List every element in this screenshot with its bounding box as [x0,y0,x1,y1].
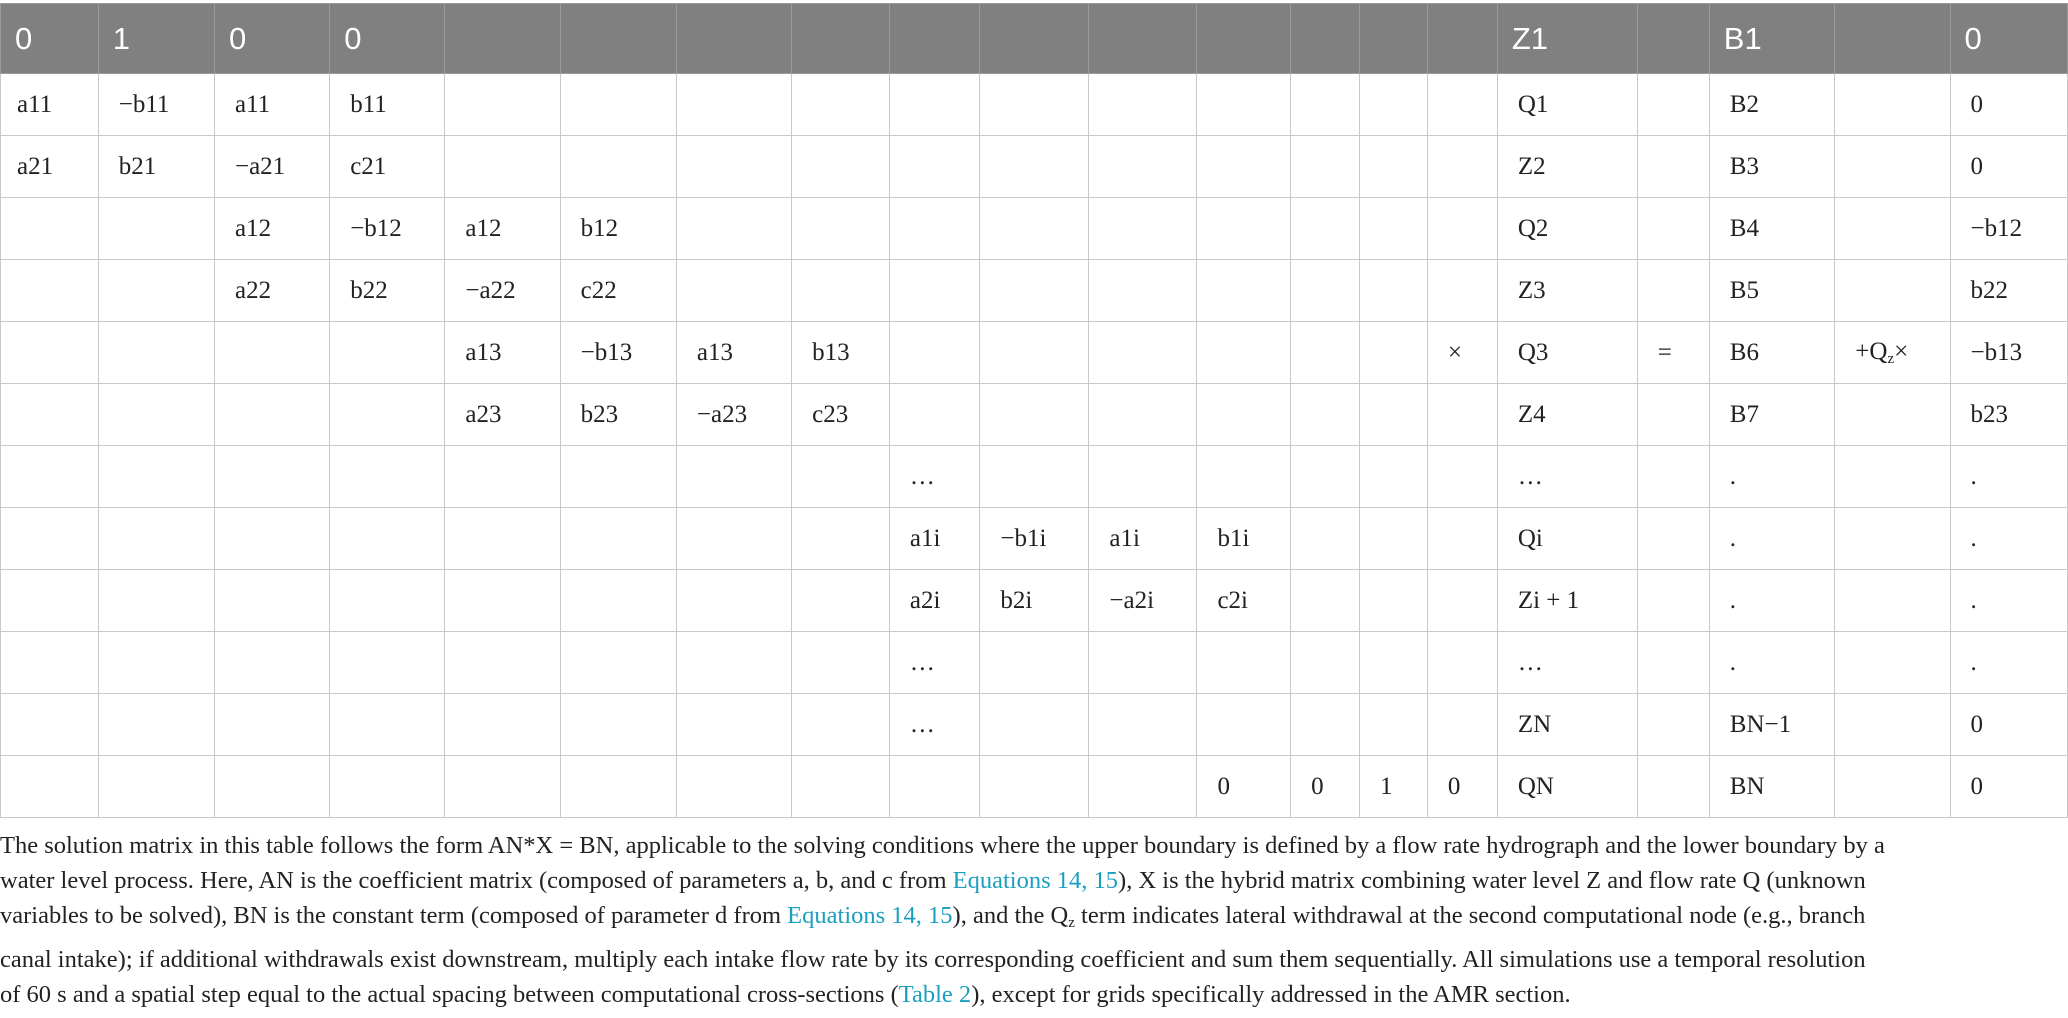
table-cell [1089,260,1197,322]
table-cell [1291,632,1360,694]
table-cell [1360,260,1428,322]
header-cell [792,4,890,74]
table-cell: B5 [1709,260,1835,322]
table-cell [889,384,980,446]
table-cell [1291,74,1360,136]
table-cell [1360,198,1428,260]
table-cell [1,260,99,322]
header-cell: 0 [1,4,99,74]
table-cell [1835,384,1950,446]
table-cell: a1i [889,508,980,570]
table-header-row [1,4,2068,74]
table-cell: . [1709,632,1835,694]
table-cell: −b12 [330,198,445,260]
table-cell: ZN [1497,694,1637,756]
table-cell: Q2 [1497,198,1637,260]
header-cell [445,4,560,74]
table-cell: 0 [1197,756,1291,818]
table-cell [214,694,329,756]
table-cell [1291,322,1360,384]
header-cell [1637,4,1709,74]
table-cell [792,198,890,260]
equations-link[interactable]: Equations 14, 15 [787,902,953,930]
table-cell: B7 [1709,384,1835,446]
table-cell: 0 [1291,756,1360,818]
table-cell: B6 [1709,322,1835,384]
table-cell [330,694,445,756]
table-cell [792,632,890,694]
table-cell [1291,260,1360,322]
table-cell [889,198,980,260]
table-cell [214,322,329,384]
table-cell [214,508,329,570]
table-cell [676,446,791,508]
table-cell [560,136,676,198]
table-cell: Q3 [1497,322,1637,384]
table-cell [1835,446,1950,508]
table-cell: −a22 [445,260,560,322]
table-cell [1427,74,1497,136]
table-cell [1197,74,1291,136]
table-cell [1089,632,1197,694]
table-cell [1427,508,1497,570]
table-cell [1197,198,1291,260]
table-cell [1835,260,1950,322]
table-cell: . [1950,570,2067,632]
table-row [1,570,2068,632]
table-cell: a12 [445,198,560,260]
table-cell [1,384,99,446]
table-cell [980,756,1089,818]
table-cell [980,136,1089,198]
table-cell [980,260,1089,322]
table-cell [98,570,214,632]
table-body [1,74,2068,818]
footnote-text: ), X is the hybrid matrix combining water level Z and flow rate Q (unknown [1118,867,1866,895]
table-cell [1637,508,1709,570]
table-cell: b2i [980,570,1089,632]
table-cell [1637,632,1709,694]
table-cell [889,322,980,384]
table-2-link[interactable]: Table 2 [898,980,972,1008]
qz-suffix: × [1894,337,1909,365]
table-cell [1835,570,1950,632]
table-cell [1637,260,1709,322]
table-cell [1089,384,1197,446]
table-cell [1,570,99,632]
table-cell [1427,260,1497,322]
table-cell: B4 [1709,198,1835,260]
table-cell [1197,446,1291,508]
table-cell: −b1i [980,508,1089,570]
table-row [1,446,2068,508]
table-cell [1,198,99,260]
footnote-text: term indicates lateral withdrawal at the second computational node (e.g., branch [1074,902,1866,930]
table-cell: b22 [330,260,445,322]
table-cell [980,632,1089,694]
footnote-text: ), and the Q [952,902,1069,930]
table-cell: … [1497,446,1637,508]
table-cell [980,384,1089,446]
table-cell [214,756,329,818]
table-cell [560,74,676,136]
table-cell [560,632,676,694]
table-cell: 0 [1427,756,1497,818]
table-cell [98,260,214,322]
header-cell: 0 [1950,4,2067,74]
table-cell [1637,756,1709,818]
table-cell [1089,322,1197,384]
table-cell: b1i [1197,508,1291,570]
footnote-text: water level process. Here, AN is the coefficient matrix (composed of parameters a, b, and c from [0,867,953,895]
table-cell: … [1497,632,1637,694]
table-cell [445,694,560,756]
table-cell [1,632,99,694]
table-cell [1835,136,1950,198]
table-cell [980,322,1089,384]
table-cell [98,756,214,818]
table-cell [445,74,560,136]
table-cell [980,446,1089,508]
footnote-text: The solution matrix in this table follows the form AN*X = BN, applicable to the solving conditions where the upper boundary is defined by a flow rate hydrograph and the lower boundary by a [0,832,1885,859]
table-row [1,136,2068,198]
footnote-text: variables to be solved), BN is the constant term (composed of parameter d from [0,902,788,930]
table-cell: . [1709,508,1835,570]
table-cell [445,756,560,818]
table-cell: × [1427,322,1497,384]
table-cell [1,508,99,570]
table-cell [1089,74,1197,136]
header-cell [1835,4,1950,74]
table-cell: b11 [330,74,445,136]
table-cell [1291,694,1360,756]
table-cell [445,570,560,632]
table-cell: Z4 [1497,384,1637,446]
table-row [1,384,2068,446]
header-cell [560,4,676,74]
table-cell [1291,570,1360,632]
table-cell [1637,198,1709,260]
table-cell [1427,632,1497,694]
table-cell: 0 [1950,74,2067,136]
table-cell: = [1637,322,1709,384]
table-cell [889,260,980,322]
table-row [1,260,2068,322]
table-cell [330,384,445,446]
table-cell [1,756,99,818]
table-cell: c21 [330,136,445,198]
table-cell [330,508,445,570]
table-cell: c23 [792,384,890,446]
table-row [1,322,2068,384]
table-cell [1637,136,1709,198]
table-cell [792,570,890,632]
table-cell [1427,694,1497,756]
table-cell: a11 [1,74,99,136]
table-cell [980,198,1089,260]
table-cell: 0 [1950,756,2067,818]
table-cell [98,198,214,260]
table-cell: . [1709,446,1835,508]
footnote-line-5 [0,977,2062,1012]
table-cell [1291,198,1360,260]
table-cell [1360,74,1428,136]
footnote-text: canal intake); if additional withdrawals exist downstream, multiply each intake flow rate by its corresponding coefficient and sum them sequentially. All simulations use a temporal resolution [0,945,1866,973]
table-cell [98,694,214,756]
table-cell [98,446,214,508]
table-cell: b21 [98,136,214,198]
table-cell [1360,136,1428,198]
table-cell [560,508,676,570]
table-cell [445,508,560,570]
table-cell [676,756,791,818]
table-cell [1360,384,1428,446]
table-cell [1835,74,1950,136]
table-cell: a21 [1,136,99,198]
table-cell [214,384,329,446]
table-cell [330,322,445,384]
table-cell [1835,322,1950,384]
table-cell [330,446,445,508]
table-cell [560,694,676,756]
table-cell: a13 [676,322,791,384]
table-cell: a11 [214,74,329,136]
table-cell: . [1950,446,2067,508]
header-cell: 1 [98,4,214,74]
table-cell [1089,756,1197,818]
table-cell [1637,570,1709,632]
table-cell: c2i [1197,570,1291,632]
table-cell [330,756,445,818]
table-cell [1637,446,1709,508]
table-cell [980,74,1089,136]
table-cell [98,322,214,384]
table-cell [1089,198,1197,260]
header-cell [1427,4,1497,74]
table-row [1,756,2068,818]
table-cell [214,570,329,632]
table-cell: … [889,632,980,694]
table-cell [330,632,445,694]
header-cell [1197,4,1291,74]
table-cell: b13 [792,322,890,384]
table-cell [1197,694,1291,756]
table-row [1,632,2068,694]
table-cell: Zi + 1 [1497,570,1637,632]
table-cell: . [1709,570,1835,632]
qz-prefix: +Q [1855,337,1888,365]
footnote-line-3 [0,898,2062,941]
table-cell: b12 [560,198,676,260]
table-cell [1089,446,1197,508]
table-cell [214,632,329,694]
table-cell [676,632,791,694]
table-cell [792,74,890,136]
table-cell [1197,322,1291,384]
table-row [1,508,2068,570]
table-row [1,198,2068,260]
table-cell [1360,570,1428,632]
table-cell: 1 [1360,756,1428,818]
table-cell [676,694,791,756]
table-cell [676,260,791,322]
solution-matrix-table [0,3,2068,818]
table-cell [1089,694,1197,756]
header-cell [1360,4,1428,74]
table-cell [1835,756,1950,818]
table-cell [676,508,791,570]
footnote-text: ), except for grids specifically addressed in the AMR section. [971,980,1571,1008]
table-cell [1197,632,1291,694]
table-cell [889,136,980,198]
table-cell [1637,74,1709,136]
table-cell [1835,508,1950,570]
table-cell: Z2 [1497,136,1637,198]
table-cell [560,756,676,818]
footnote-line-2 [0,863,2062,898]
header-cell [980,4,1089,74]
table-cell: b22 [1950,260,2067,322]
table-cell [1427,198,1497,260]
header-cell: B1 [1709,4,1835,74]
table-cell [1,322,99,384]
table-cell [792,756,890,818]
table-cell: −b11 [98,74,214,136]
table-cell [1427,570,1497,632]
table-cell [98,508,214,570]
table-cell [1291,508,1360,570]
footnote-line-4 [0,942,2062,977]
table-cell: −b13 [560,322,676,384]
table-cell [792,446,890,508]
table-cell: Z3 [1497,260,1637,322]
table-cell [792,136,890,198]
table-cell: 0 [1950,136,2067,198]
table-cell [1637,384,1709,446]
header-cell: 0 [214,4,329,74]
table-cell [792,260,890,322]
table-cell: c22 [560,260,676,322]
table-cell: −b13 [1950,322,2067,384]
table-cell: a2i [889,570,980,632]
table-cell [1291,446,1360,508]
table-cell [214,446,329,508]
table-cell [1089,136,1197,198]
table-cell [1835,198,1950,260]
table-cell: −a21 [214,136,329,198]
table-cell: QN [1497,756,1637,818]
table-cell [1360,446,1428,508]
table-cell [792,694,890,756]
table-row [1,694,2068,756]
header-cell: Z1 [1497,4,1637,74]
table-cell [676,570,791,632]
table-cell: B3 [1709,136,1835,198]
table-cell [330,570,445,632]
table-cell [1835,632,1950,694]
table-cell: … [889,446,980,508]
table-cell [676,136,791,198]
table-cell [445,446,560,508]
table-cell: . [1950,632,2067,694]
table-cell: b23 [1950,384,2067,446]
table-cell [1360,632,1428,694]
table-cell [98,632,214,694]
table-cell [1427,446,1497,508]
table-cell [560,570,676,632]
table-cell [445,632,560,694]
table-cell [1427,384,1497,446]
table-cell: a1i [1089,508,1197,570]
table-cell [1291,384,1360,446]
header-cell [676,4,791,74]
table-cell: 0 [1950,694,2067,756]
header-cell [889,4,980,74]
footnote-text: of 60 s and a spatial step equal to the actual spacing between computational cross-sections ( [0,980,899,1008]
table-cell [676,198,791,260]
table-cell: a22 [214,260,329,322]
table-cell [1427,136,1497,198]
table-cell: −a23 [676,384,791,446]
table-cell [1197,260,1291,322]
table-cell [1197,384,1291,446]
table-row [1,74,2068,136]
table-cell [1360,508,1428,570]
table-cell: BN [1709,756,1835,818]
qz-subscript: z [1887,350,1895,367]
table-cell: a13 [445,322,560,384]
table-cell: Q1 [1497,74,1637,136]
table-cell [560,446,676,508]
table-cell: . [1950,508,2067,570]
table-cell: a23 [445,384,560,446]
table-cell [1197,136,1291,198]
header-cell: 0 [330,4,445,74]
table-cell: −b12 [1950,198,2067,260]
table-cell [1835,694,1950,756]
header-cell [1089,4,1197,74]
table-cell [889,74,980,136]
table-cell [1360,322,1428,384]
table-cell: B2 [1709,74,1835,136]
table-cell [676,74,791,136]
footnote-line-1 [0,828,2062,863]
table-cell [792,508,890,570]
footnote-subscript: z [1068,915,1075,932]
table-cell: a12 [214,198,329,260]
table-cell: BN−1 [1709,694,1835,756]
table-cell [1637,694,1709,756]
table-cell [980,694,1089,756]
header-cell [1291,4,1360,74]
table-cell: −a2i [1089,570,1197,632]
table-cell: … [889,694,980,756]
table-cell [1,446,99,508]
table-cell [889,756,980,818]
table-cell [1291,136,1360,198]
table-cell: b23 [560,384,676,446]
table-cell [445,136,560,198]
equations-link[interactable]: Equations 14, 15 [952,867,1119,895]
table-cell [98,384,214,446]
table-cell: Qi [1497,508,1637,570]
table-cell [1360,694,1428,756]
table-cell [1,694,99,756]
table-footnote [0,828,2062,1012]
